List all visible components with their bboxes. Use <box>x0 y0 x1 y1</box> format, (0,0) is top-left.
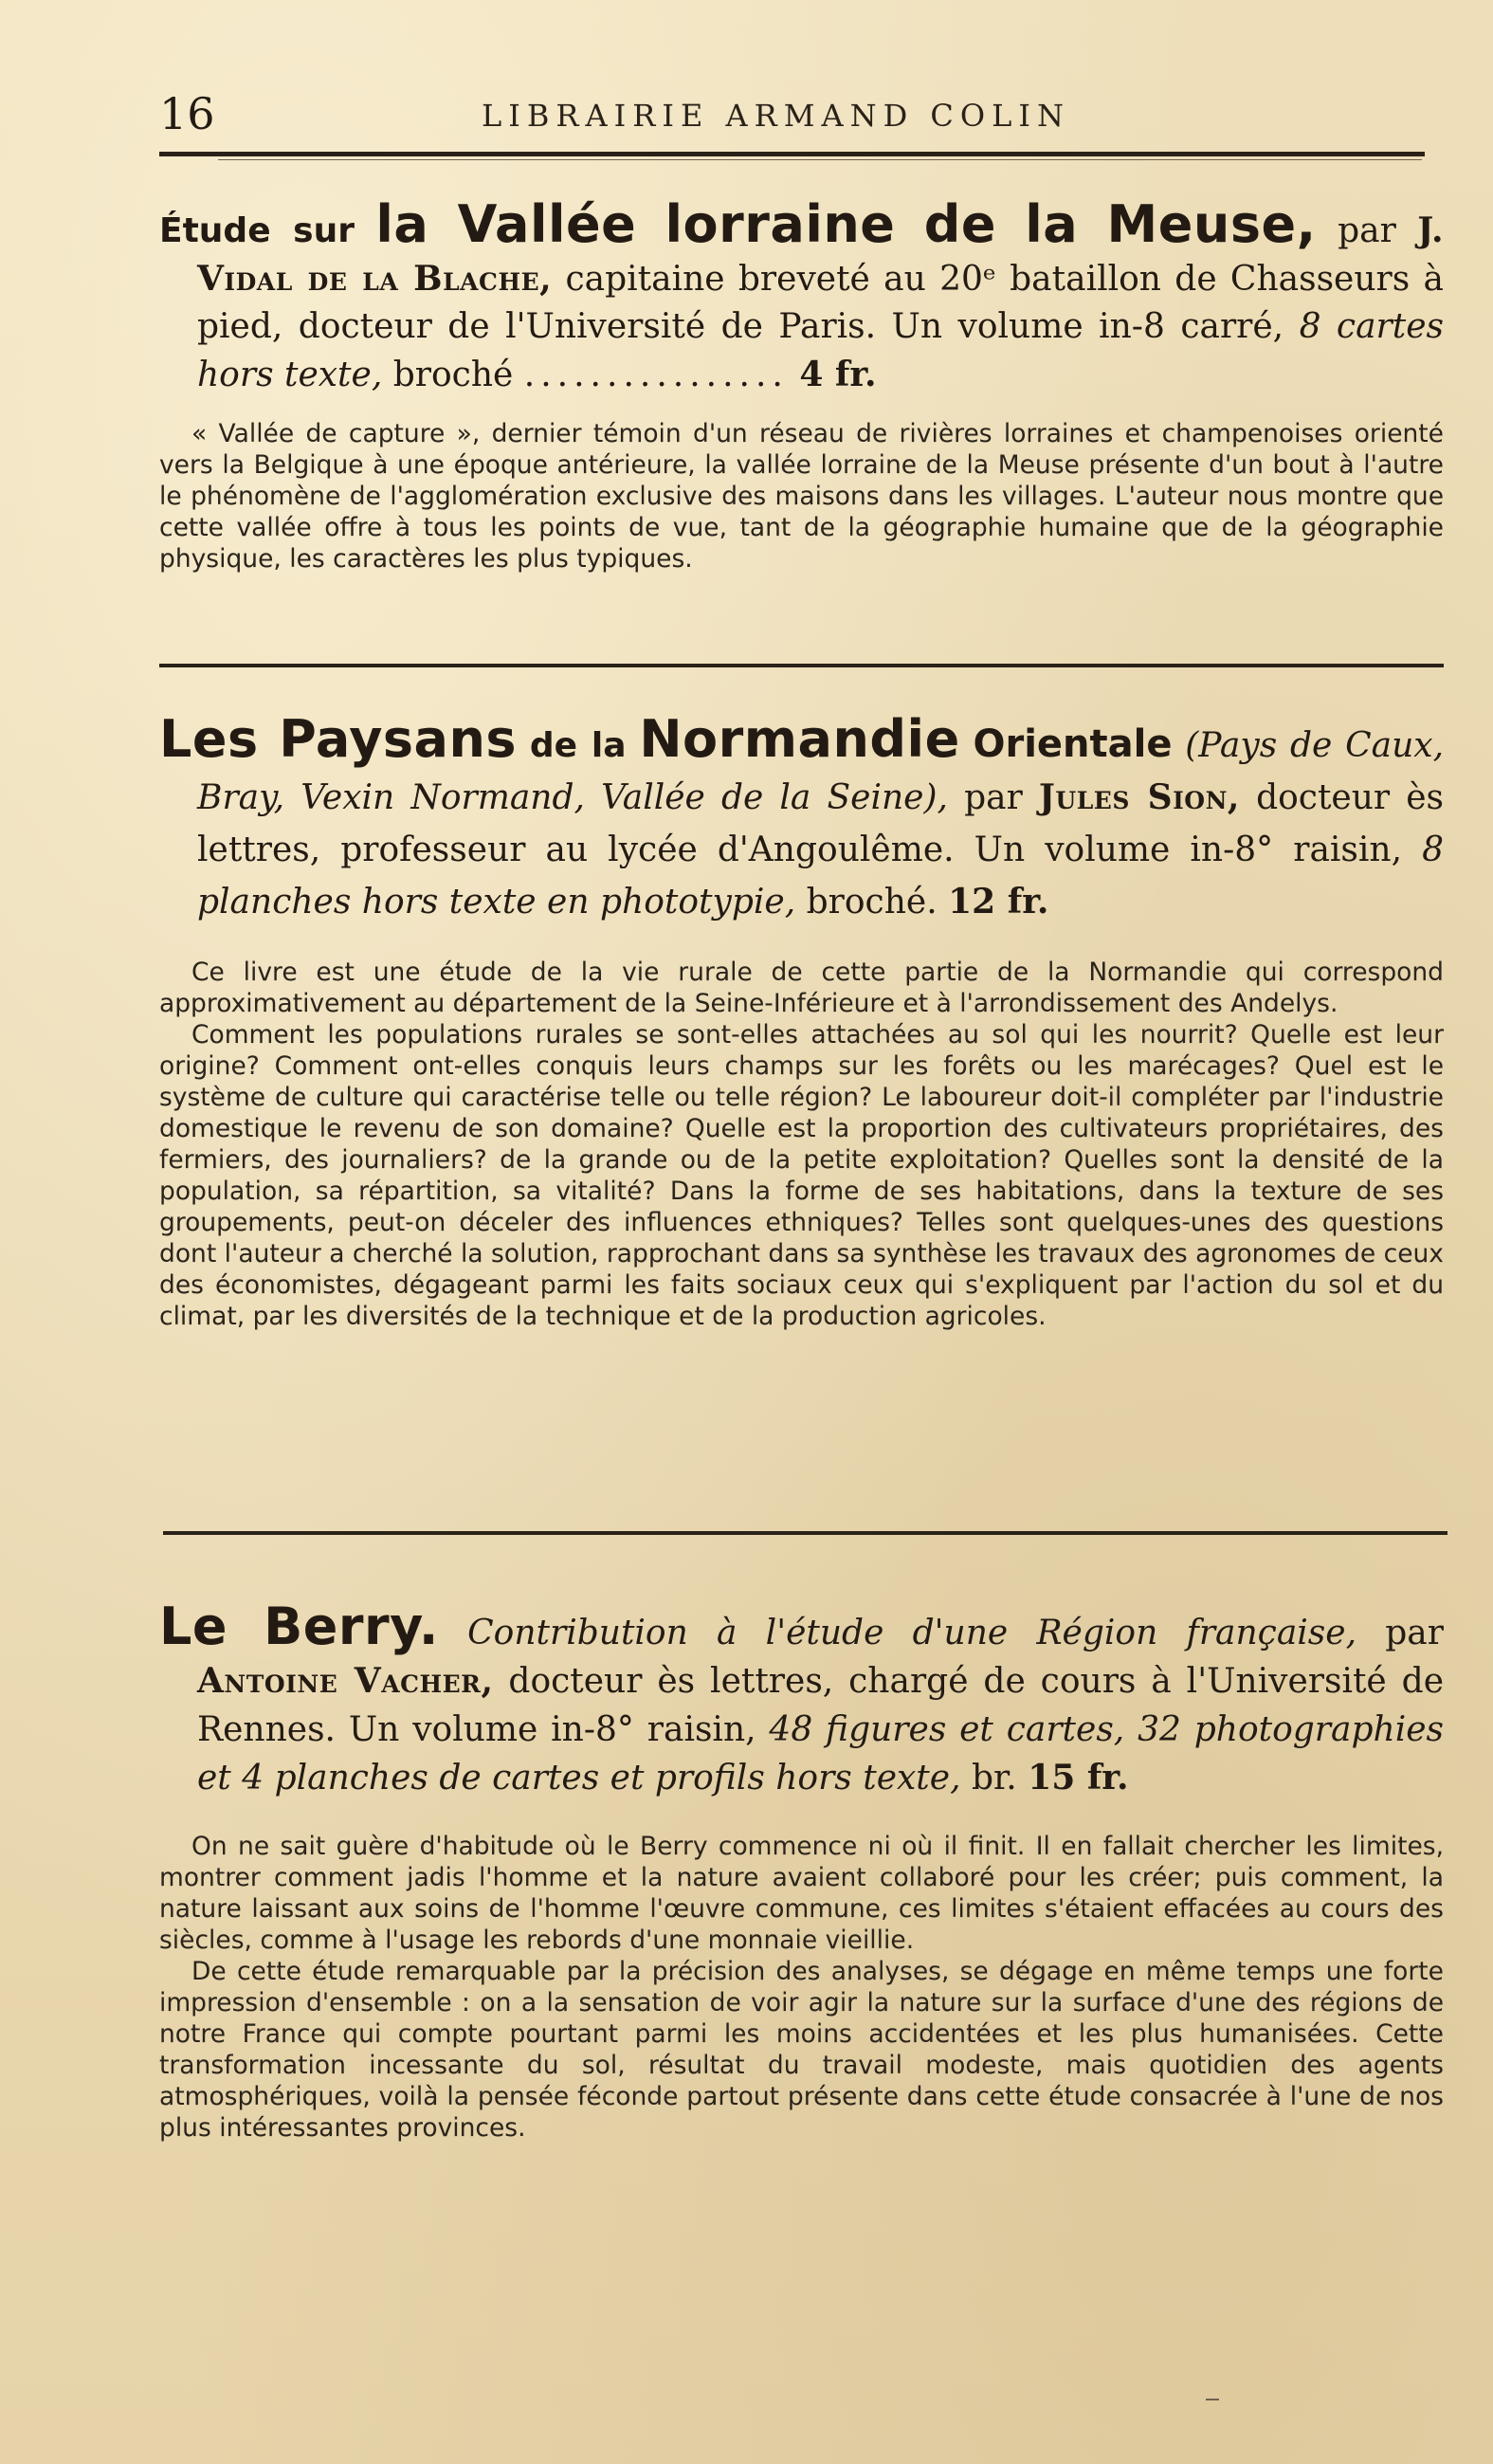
book-extras: 8 planches hors texte en phototypie, <box>197 830 1445 922</box>
dot-leaders: ................ <box>523 356 789 394</box>
book-extras: 8 cartes hors texte, <box>197 307 1444 394</box>
book-details: capitaine breveté au 20ᵉ bataillon de Chasseurs à pied, docteur de l'Université de Paris. Un volume in-8 carré, <box>197 260 1444 346</box>
header-rule <box>159 152 1425 156</box>
author-name: Antoine Vacher, <box>197 1661 494 1701</box>
author-name: Jules Sion, <box>1038 777 1240 817</box>
description-paragraph: De cette étude remarquable par la précision des analyses, se dégage en même temps une forte impression d'ensemble : on a la sensation de voir agir la nature sur la surface d'une des régions de notre France qui compte pourtant parmi les moins accidentées et les plus humanisées. Cette transformation incessante du sol, résultat du travail modeste, mais quotidien des agents atmosphériques, voilà la pensée féconde partout présente dans cette étude consacrée à l'une de nos plus intéressantes provinces. <box>159 1957 1444 2143</box>
book-title-block <box>159 709 1445 928</box>
entry-separator <box>163 1531 1447 1535</box>
book-extras: 48 figures et cartes, 32 photographies et 4 planches de cartes et profils hors texte, <box>197 1710 1444 1798</box>
par-word: par <box>1338 211 1396 250</box>
book-title-part: de la <box>529 726 627 765</box>
book-entry-vallee-lorraine <box>159 194 1445 575</box>
book-subtitle: (Pays de Caux, Bray, Vexin Normand, Vallée de la Seine), <box>197 726 1445 817</box>
book-title-part: Les Paysans <box>159 709 518 769</box>
book-description <box>159 1831 1444 2144</box>
par-word: par <box>1385 1614 1444 1652</box>
book-price: 12 fr. <box>948 882 1049 922</box>
book-title-part: Orientale <box>973 722 1173 766</box>
book-binding: br. <box>971 1759 1017 1798</box>
book-description <box>159 418 1444 575</box>
book-title-block <box>159 194 1445 399</box>
book-title: Le Berry. <box>159 1597 439 1656</box>
book-price: 15 fr. <box>1028 1758 1129 1798</box>
par-word: par <box>964 778 1023 817</box>
book-details: docteur ès lettres, professeur au lycée d'Angoulême. Un volume in-8° raisin, <box>197 778 1445 869</box>
description-paragraph: Ce livre est une étude de la vie rurale de cette partie de la Normandie qui correspond approximativement au département de la Seine-Inférieure et à l'arrondissement des Andelys. <box>159 958 1444 1018</box>
book-title-part: Normandie <box>639 709 960 769</box>
running-title: LIBRAIRIE ARMAND COLIN <box>482 98 1071 134</box>
book-price: 4 fr. <box>799 355 877 394</box>
book-entry-berry <box>159 1597 1444 2144</box>
description-paragraph: On ne sait guère d'habitude où le Berry commence ni où il finit. Il en fallait chercher les limites, montrer comment jadis l'homme et la nature avaient collaboré pour les créer; puis comment, la nature laissant aux soins de l'homme l'œuvre commune, ces limites s'étaient effacées au cours des siècles, comme à l'usage les rebords d'une monnaie vieillie. <box>159 1832 1444 1955</box>
author-name: J. Vidal de la Blache, <box>197 210 1445 299</box>
page-foot-mark <box>1206 2399 1219 2400</box>
book-binding: broché. <box>806 883 938 922</box>
book-binding: broché <box>392 356 514 394</box>
header-rule-thin <box>218 159 1422 160</box>
page-header <box>159 87 1425 140</box>
description-paragraph: « Vallée de capture », dernier témoin d'un réseau de rivières lorraines et champenoises orienté vers la Belgique à une époque antérieure, la vallée lorraine de la Meuse présente d'un bout à l'autre le phénomène de l'agglomération exclusive des maisons dans les villages. L'auteur nous montre que cette vallée offre à tous les points de vue, tant de la géographie humaine que de la géographie physique, les caractères les plus typiques. <box>159 419 1444 574</box>
entry-separator <box>159 664 1444 667</box>
book-description <box>159 957 1444 1332</box>
description-paragraph: Comment les populations rurales se sont-elles attachées au sol qui les nourrit? Quelle est leur origine? Comment ont-elles conquis leurs champs sur les forêts ou les marécages? Quel est le système de culture qui caractérise telle ou telle région? Le laboureur doit-il compléter par l'industrie domestique le revenu de son domaine? Quelle est la proportion des cultivateurs propriétaires, des fermiers, des journaliers? de la grande ou de la petite exploitation? Quelles sont la densité de la population, sa répartition, sa vitalité? Dans la forme de ses habitations, dans la texture de ses groupements, peut-on déceler des influences ethniques? Telles sont quelques-unes des questions dont l'auteur a cherché la solution, rapprochant dans sa synthèse les travaux des agronomes de ceux des économistes, dégageant parmi les faits sociaux ceux qui s'expliquent par l'action du sol et du climat, par les diversités de la technique et de la production agricoles. <box>159 1020 1444 1331</box>
page-number: 16 <box>159 88 215 139</box>
book-entry-paysans-normandie <box>159 709 1445 1332</box>
book-title-block <box>159 1597 1444 1802</box>
book-title: la Vallée lorraine de la Meuse, <box>375 194 1317 254</box>
book-subtitle: Contribution à l'étude d'une Région française, <box>467 1614 1357 1652</box>
book-details: docteur ès lettres, chargé de cours à l'Université de Rennes. Un volume in-8° raisin, <box>197 1662 1444 1749</box>
title-lead: Étude sur <box>159 211 355 250</box>
